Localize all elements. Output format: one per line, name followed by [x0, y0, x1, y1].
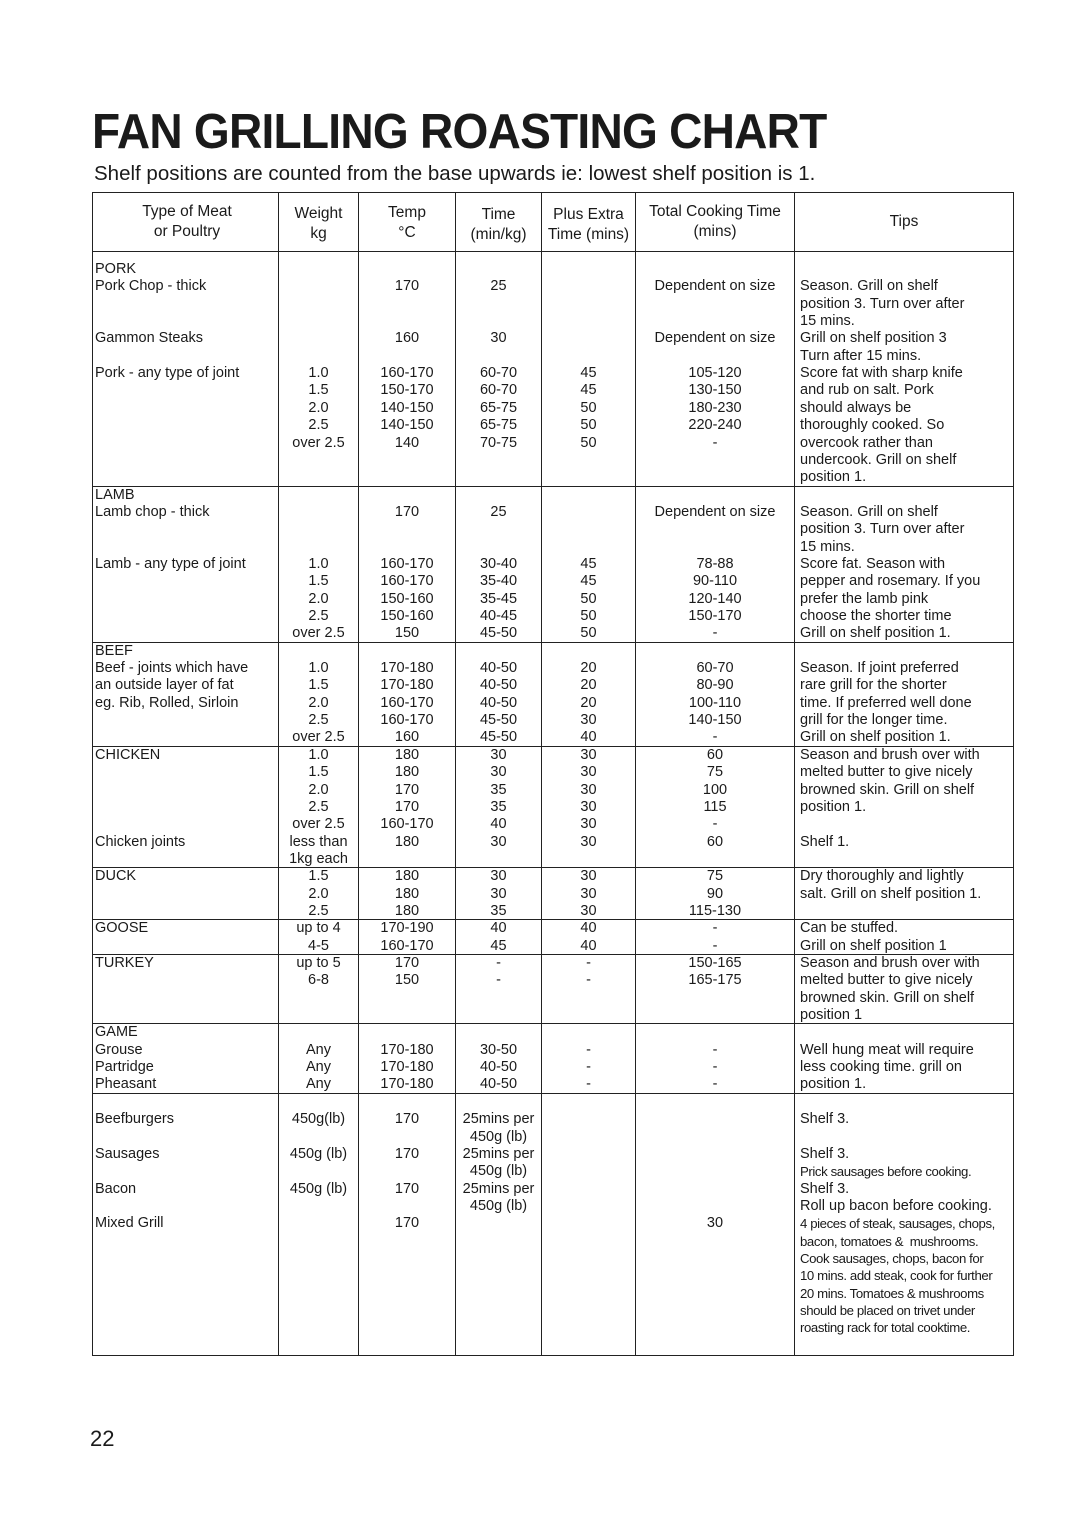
temp-cell: 150-160 [380, 590, 434, 607]
extra-time-cell: 30 [580, 764, 597, 781]
total-time-cell: 220-240 [688, 417, 742, 434]
time-cell: 30 [490, 833, 507, 850]
temp-cell: 160 [394, 729, 420, 746]
time-cell: 45 [490, 937, 507, 954]
temp-cell: 180 [394, 885, 420, 902]
section-divider [93, 746, 1013, 747]
weight-cell: Any [306, 1041, 331, 1058]
time-cell: 25mins per [462, 1111, 535, 1128]
header-temp: Temp °C [388, 204, 426, 241]
temp-cell: 150 [394, 972, 420, 989]
temp-cell: 170-180 [380, 1041, 434, 1058]
section-divider [93, 642, 1013, 643]
extra-time-cell: 45 [580, 365, 597, 382]
extra-time-cell: - [586, 972, 591, 989]
extra-time-cell: 45 [580, 573, 597, 590]
total-time-cell: 30 [706, 1215, 724, 1232]
total-time-cell: 180-230 [688, 399, 742, 416]
column-divider [794, 193, 795, 1355]
extra-time-cell: 40 [580, 729, 597, 746]
temp-cell: 180 [394, 868, 420, 885]
total-time-cell: 60-70 [696, 660, 734, 677]
time-cell: 65-75 [479, 399, 518, 416]
meat-type-cell: Lamb - any type of joint [95, 555, 246, 572]
section-divider [93, 1023, 1013, 1024]
section-divider [93, 486, 1013, 487]
header-divider [93, 251, 1013, 252]
time-cell: 30 [490, 764, 507, 781]
extra-time-cell: 30 [580, 833, 597, 850]
tip-cell: grill for the longer time. [800, 712, 948, 729]
weight-cell: 6-8 [308, 972, 329, 989]
total-time-cell: - [712, 625, 718, 642]
section-divider [93, 919, 1013, 920]
temp-cell: 170 [394, 1180, 420, 1197]
extra-time-cell: 20 [580, 694, 597, 711]
total-time-cell: 115-130 [688, 902, 742, 919]
header-tips: Tips [889, 213, 919, 230]
extra-time-cell: 40 [580, 920, 597, 937]
tip-cell: Season. If joint preferred [800, 660, 959, 677]
tip-cell: Cook sausages, chops, bacon for [800, 1250, 984, 1266]
extra-time-cell: 50 [580, 625, 597, 642]
weight-cell: less than [289, 833, 348, 850]
tip-cell: browned skin. Grill on shelf [800, 781, 975, 798]
extra-time-cell: 30 [580, 746, 597, 763]
extra-time-cell: 50 [580, 399, 597, 416]
meat-type-cell: Grouse [95, 1041, 143, 1058]
temp-cell: 170 [394, 781, 420, 798]
header-type: Type of Meat or Poultry [142, 203, 232, 240]
meat-type-cell: Chicken joints [95, 833, 186, 850]
extra-time-cell: 30 [580, 781, 597, 798]
temp-cell: 170-180 [380, 660, 434, 677]
meat-type-cell: eg. Rib, Rolled, Sirloin [95, 694, 239, 711]
tip-cell: overcook rather than [800, 434, 933, 451]
tip-cell: and rub on salt. Pork [800, 382, 934, 399]
time-cell: 30 [490, 330, 507, 347]
time-cell: 25 [490, 278, 507, 295]
tip-cell: position 1 [800, 1007, 863, 1024]
section-label: GAME [95, 1024, 138, 1041]
time-cell: 35-40 [479, 573, 518, 590]
tip-cell: Score fat. Season with [800, 555, 946, 572]
temp-cell: 180 [394, 833, 420, 850]
time-cell: 45-50 [479, 712, 518, 729]
tip-cell: Well hung meat will require [800, 1041, 974, 1058]
time-cell: 30 [490, 746, 507, 763]
temp-cell: 170-180 [380, 1059, 434, 1076]
weight-cell: 2.0 [308, 694, 329, 711]
tip-cell: Grill on shelf position 1. [800, 625, 951, 642]
extra-time-cell: - [586, 1076, 591, 1093]
page-title: FAN GRILLING ROASTING CHART [92, 105, 827, 159]
temp-cell: 140 [394, 434, 420, 451]
weight-cell: up to 4 [296, 920, 341, 937]
tip-cell: 4 pieces of steak, sausages, chops, [800, 1216, 995, 1232]
tip-cell: salt. Grill on shelf position 1. [800, 885, 982, 902]
tip-cell: Shelf 3. [800, 1145, 850, 1162]
tip-cell: Grill on shelf position 1 [800, 937, 947, 954]
total-time-cell: 120-140 [688, 590, 742, 607]
tip-cell: Dry thoroughly and lightly [800, 868, 964, 885]
meat-type-cell: Partridge [95, 1059, 154, 1076]
total-time-cell: - [712, 1041, 718, 1058]
time-cell: 40-50 [479, 677, 518, 694]
weight-cell: 1.5 [308, 573, 329, 590]
temp-cell: 170 [394, 955, 420, 971]
total-time-cell: 115 [703, 798, 727, 815]
meat-type-cell: Sausages [95, 1145, 160, 1162]
total-time-cell: 75 [706, 764, 724, 781]
tip-cell: Turn after 15 mins. [800, 347, 922, 364]
time-cell: 65-75 [479, 417, 518, 434]
temp-cell: 170 [394, 1111, 420, 1128]
weight-cell: Any [306, 1076, 331, 1093]
tip-cell: Season. Grill on shelf [800, 278, 938, 295]
time-cell: 40-50 [479, 694, 518, 711]
tip-cell: position 3. Turn over after [800, 521, 965, 538]
tip-cell: Shelf 3. [800, 1180, 850, 1197]
weight-cell: 450g (lb) [289, 1180, 348, 1197]
header-total-time: Total Cooking Time (mins) [649, 203, 781, 240]
weight-cell: over 2.5 [292, 625, 345, 642]
time-cell: 35 [490, 902, 507, 919]
weight-cell: 2.0 [308, 590, 329, 607]
tip-cell: roasting rack for total cooktime. [800, 1320, 971, 1336]
tip-cell: Roll up bacon before cooking. [800, 1197, 992, 1214]
extra-time-cell: 40 [580, 937, 597, 954]
weight-cell: 2.0 [308, 885, 329, 902]
temp-cell: 160 [394, 330, 420, 347]
weight-cell: 2.5 [308, 712, 329, 729]
weight-cell: over 2.5 [292, 434, 345, 451]
header-time: Time (min/kg) [470, 206, 527, 243]
section-label: PORK [95, 261, 137, 277]
time-cell: 40-45 [479, 608, 518, 624]
time-cell: 30-50 [479, 1041, 518, 1058]
extra-time-cell: 20 [580, 660, 597, 677]
meat-type-cell: Lamb chop - thick [95, 503, 210, 520]
section-divider [93, 954, 1013, 955]
tip-cell: Can be stuffed. [800, 920, 899, 937]
weight-cell: 1.5 [308, 382, 329, 399]
extra-time-cell: - [586, 1059, 591, 1076]
temp-cell: 150-160 [380, 608, 434, 624]
total-time-cell: 80-90 [696, 677, 734, 694]
meat-type-cell: Beefburgers [95, 1111, 174, 1128]
temp-cell: 170-180 [380, 677, 434, 694]
tip-cell: Shelf 3. [800, 1111, 850, 1128]
temp-cell: 160-170 [380, 694, 434, 711]
tip-cell: thoroughly cooked. So [800, 417, 945, 434]
temp-cell: 140-150 [380, 417, 434, 434]
tip-cell: should always be [800, 399, 912, 416]
time-cell: 60-70 [479, 365, 518, 382]
total-time-cell: 150-165 [688, 955, 742, 971]
tip-cell: 10 mins. add steak, cook for further [800, 1268, 993, 1284]
tip-cell: Season. Grill on shelf [800, 503, 938, 520]
extra-time-cell: - [586, 1041, 591, 1058]
temp-cell: 160-170 [380, 712, 434, 729]
weight-cell: 2.0 [308, 781, 329, 798]
tip-cell: Grill on shelf position 1. [800, 729, 951, 746]
temp-cell: 170 [394, 278, 420, 295]
tip-cell: Season and brush over with [800, 955, 980, 971]
total-time-cell: - [712, 729, 718, 746]
temp-cell: 180 [394, 746, 420, 763]
temp-cell: 170 [394, 1215, 420, 1232]
time-cell: 30-40 [479, 555, 518, 572]
total-time-cell: 140-150 [688, 712, 742, 729]
total-time-cell: 100-110 [688, 694, 742, 711]
weight-cell: 1.0 [308, 365, 329, 382]
temp-cell: 160-170 [380, 937, 434, 954]
section-label: GOOSE [95, 920, 149, 937]
temp-cell: 160-170 [380, 555, 434, 572]
section-label: TURKEY [95, 955, 154, 971]
tip-cell: time. If preferred well done [800, 694, 972, 711]
tip-cell: position 1. [800, 469, 867, 486]
temp-cell: 150-170 [380, 382, 434, 399]
weight-cell: 2.5 [308, 608, 329, 624]
tip-cell: undercook. Grill on shelf [800, 451, 957, 468]
weight-cell: 2.5 [308, 902, 329, 919]
tip-cell: position 1. [800, 1076, 867, 1093]
tip-cell: choose the shorter time [800, 608, 952, 624]
total-time-cell: - [712, 937, 718, 954]
page-number: 22 [90, 1426, 115, 1451]
time-cell: 450g (lb) [469, 1197, 528, 1214]
tip-cell: Shelf 1. [800, 833, 850, 850]
time-cell: 40 [490, 920, 507, 937]
section-label: DUCK [95, 868, 137, 885]
weight-cell: over 2.5 [292, 729, 345, 746]
weight-cell: 2.5 [308, 798, 329, 815]
total-time-cell: - [712, 1076, 718, 1093]
weight-cell: 450g (lb) [289, 1145, 348, 1162]
total-time-cell: 75 [706, 868, 724, 885]
temp-cell: 170-190 [380, 920, 434, 937]
time-cell: - [496, 955, 501, 971]
tip-cell: Score fat with sharp knife [800, 365, 963, 382]
time-cell: - [496, 972, 501, 989]
time-cell: 30 [490, 868, 507, 885]
extra-time-cell: - [586, 955, 591, 971]
tip-cell: pepper and rosemary. If you [800, 573, 981, 590]
meat-type-cell: Pork - any type of joint [95, 365, 240, 382]
page-subtitle: Shelf positions are counted from the base upwards ie: lowest shelf position is 1. [94, 162, 816, 185]
total-time-cell: 100 [702, 781, 728, 798]
total-time-cell: 60 [706, 833, 724, 850]
time-cell: 450g (lb) [469, 1128, 528, 1145]
temp-cell: 160-170 [380, 816, 434, 833]
time-cell: 40-50 [479, 1076, 518, 1093]
header-extra-time: Plus Extra Time (mins) [547, 206, 630, 243]
extra-time-cell: 50 [580, 434, 597, 451]
weight-cell: up to 5 [296, 955, 341, 971]
weight-cell: 1.5 [308, 677, 329, 694]
tip-cell: should be placed on trivet under [800, 1303, 975, 1318]
meat-type-cell: an outside layer of fat [95, 677, 234, 694]
meat-type-cell: Pheasant [95, 1076, 157, 1093]
tip-cell: position 1. [800, 798, 867, 815]
time-cell: 40-50 [479, 660, 518, 677]
time-cell: 25 [490, 503, 507, 520]
time-cell: 60-70 [479, 382, 518, 399]
tip-cell: 15 mins. [800, 313, 855, 330]
tip-cell: melted butter to give nicely [800, 972, 973, 989]
tip-cell: browned skin. Grill on shelf [800, 989, 975, 1006]
time-cell: 45-50 [479, 729, 518, 746]
temp-cell: 170 [394, 1145, 420, 1162]
extra-time-cell: 30 [580, 798, 597, 815]
total-time-cell: 165-175 [688, 972, 742, 989]
weight-cell: 1.0 [308, 746, 329, 763]
total-time-cell: 150-170 [688, 608, 742, 624]
tip-cell: Prick sausages before cooking. [800, 1164, 972, 1180]
tip-cell: Grill on shelf position 3 [800, 330, 947, 347]
time-cell: 35 [490, 781, 507, 798]
temp-cell: 170 [394, 798, 420, 815]
time-cell: 40-50 [479, 1059, 518, 1076]
total-time-cell: - [712, 816, 718, 833]
time-cell: 70-75 [479, 434, 518, 451]
extra-time-cell: 50 [580, 590, 597, 607]
time-cell: 35 [490, 798, 507, 815]
total-time-cell: - [712, 1059, 718, 1076]
section-divider [93, 867, 1013, 868]
extra-time-cell: 30 [580, 816, 597, 833]
extra-time-cell: 45 [580, 555, 597, 572]
temp-cell: 140-150 [380, 399, 434, 416]
total-time-cell: 78-88 [696, 555, 734, 572]
total-time-cell: 130-150 [688, 382, 742, 399]
extra-time-cell: 30 [580, 885, 597, 902]
extra-time-cell: 20 [580, 677, 597, 694]
time-cell: 25mins per [462, 1180, 535, 1197]
weight-cell: 1.0 [308, 660, 329, 677]
weight-cell: 2.0 [308, 399, 329, 416]
meat-type-cell: Pork Chop - thick [95, 278, 207, 295]
header-weight: Weight kg [294, 205, 343, 242]
tip-cell: bacon, tomatoes & mushrooms. [800, 1233, 979, 1249]
section-label: LAMB [95, 486, 135, 503]
roasting-chart-table [92, 192, 1014, 1356]
extra-time-cell: 30 [580, 868, 597, 885]
extra-time-cell: 50 [580, 608, 597, 624]
weight-cell: 2.5 [308, 417, 329, 434]
extra-time-cell: 30 [580, 712, 597, 729]
meat-type-cell: Bacon [95, 1180, 137, 1197]
meat-type-cell: Beef - joints which have [95, 660, 249, 677]
temp-cell: 170 [394, 503, 420, 520]
weight-cell: 4-5 [308, 937, 329, 954]
total-time-cell: 90-110 [692, 573, 738, 590]
section-label: BEEF [95, 642, 133, 659]
tip-cell: 15 mins. [800, 538, 855, 555]
total-time-cell: - [712, 434, 718, 451]
time-cell: 30 [490, 885, 507, 902]
meat-type-cell: Mixed Grill [95, 1215, 164, 1232]
total-time-cell: 90 [706, 885, 724, 902]
tip-cell: 20 mins. Tomatoes & mushrooms [800, 1285, 984, 1301]
total-time-cell: - [712, 920, 718, 937]
time-cell: 35-45 [479, 590, 518, 607]
temp-cell: 160-170 [380, 365, 434, 382]
temp-cell: 170-180 [380, 1076, 434, 1093]
time-cell: 25mins per [462, 1145, 535, 1162]
weight-cell: 1.0 [308, 555, 329, 572]
time-cell: 45-50 [479, 625, 518, 642]
tip-cell: less cooking time. grill on [800, 1059, 962, 1076]
weight-cell: over 2.5 [292, 816, 345, 833]
total-time-cell: Dependent on size [654, 278, 776, 295]
section-divider [93, 1093, 1013, 1094]
total-time-cell: 105-120 [688, 365, 742, 382]
extra-time-cell: 50 [580, 417, 597, 434]
extra-time-cell: 45 [580, 382, 597, 399]
weight-cell: 1kg each [289, 850, 348, 867]
meat-type-cell: Gammon Steaks [95, 330, 203, 347]
total-time-cell: Dependent on size [654, 330, 776, 347]
weight-cell: 450g(lb) [291, 1111, 346, 1128]
time-cell: 40 [490, 816, 507, 833]
weight-cell: 1.5 [308, 764, 329, 781]
temp-cell: 180 [394, 902, 420, 919]
total-time-cell: 60 [706, 746, 724, 763]
section-label: CHICKEN [95, 746, 161, 763]
time-cell: 450g (lb) [469, 1163, 528, 1180]
tip-cell: melted butter to give nicely [800, 764, 973, 781]
temp-cell: 150 [394, 625, 420, 642]
weight-cell: 1.5 [308, 868, 329, 885]
temp-cell: 180 [394, 764, 420, 781]
weight-cell: Any [306, 1059, 331, 1076]
tip-cell: rare grill for the shorter [800, 677, 947, 694]
total-time-cell: Dependent on size [654, 503, 776, 520]
tip-cell: position 3. Turn over after [800, 295, 965, 312]
extra-time-cell: 30 [580, 902, 597, 919]
temp-cell: 160-170 [380, 573, 434, 590]
tip-cell: prefer the lamb pink [800, 590, 929, 607]
tip-cell: Season and brush over with [800, 746, 980, 763]
